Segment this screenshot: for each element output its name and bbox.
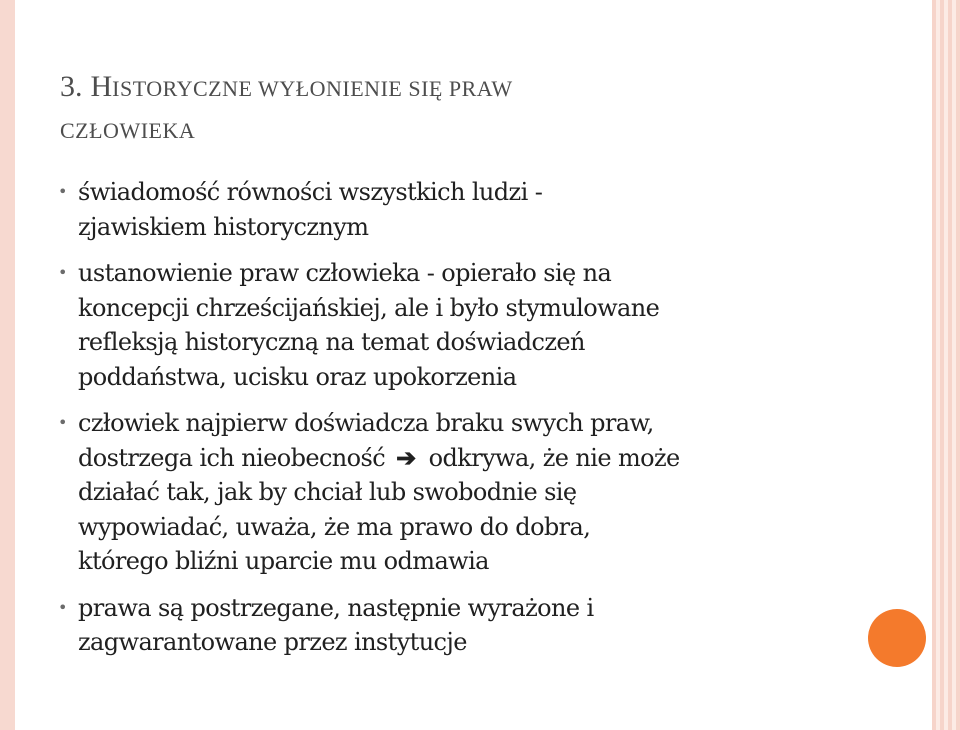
bullet-3-line-2-before: dostrzega ich nieobecność xyxy=(78,443,386,472)
bullet-1-line-1: świadomość równości wszystkich ludzi - xyxy=(78,178,543,206)
title-initial: H xyxy=(90,70,113,103)
bullet-icon: • xyxy=(58,413,67,432)
bullet-icon: • xyxy=(58,597,67,617)
title-line2: CZŁOWIEKA xyxy=(60,118,196,143)
bullet-2-line-2: koncepcji chrześcijańskiej, ale i było stymulowane xyxy=(78,293,660,322)
bullet-4-line-2: zagwarantowane przez instytucje xyxy=(78,628,467,656)
slide-title xyxy=(60,66,880,150)
bullet-3-line-1: człowiek najpierw doświadcza braku swych praw, xyxy=(78,409,654,437)
title-number: 3. xyxy=(60,70,83,103)
accent-circle-decoration xyxy=(868,609,926,667)
right-decorative-border xyxy=(932,0,960,730)
bullet-icon: • xyxy=(58,263,67,282)
bullet-4-line-1: prawa są postrzegane, następnie wyrażone i xyxy=(78,593,594,622)
bullet-list xyxy=(58,175,848,672)
bullet-2-line-1: ustanowienie praw człowieka - opierało się na xyxy=(78,259,612,287)
left-decorative-border xyxy=(0,0,15,730)
bullet-item-3 xyxy=(58,406,848,579)
bullet-3-line-3: działać tak, jak by chciał lub swobodnie się xyxy=(78,478,577,506)
bullet-3-line-2-after: odkrywa, że nie może xyxy=(428,443,680,472)
right-arrow-icon: ➔ xyxy=(396,442,416,472)
bullet-2-line-3: refleksją historyczną na temat doświadczeń xyxy=(78,328,585,356)
bullet-3-line-5: którego bliźni uparcie mu odmawia xyxy=(78,547,489,575)
bullet-icon: • xyxy=(58,182,67,201)
bullet-3-line-4: wypowiadać, uważa, że ma prawo do dobra, xyxy=(78,512,591,541)
bullet-item-4 xyxy=(58,591,848,660)
bullet-item-1 xyxy=(58,175,848,244)
bullet-2-line-4: poddaństwa, ucisku oraz upokorzenia xyxy=(78,362,517,391)
bullet-item-2 xyxy=(58,256,848,394)
bullet-1-line-2: zjawiskiem historycznym xyxy=(78,212,369,241)
title-rest: ISTORYCZNE WYŁONIENIE SIĘ PRAW xyxy=(112,76,513,101)
